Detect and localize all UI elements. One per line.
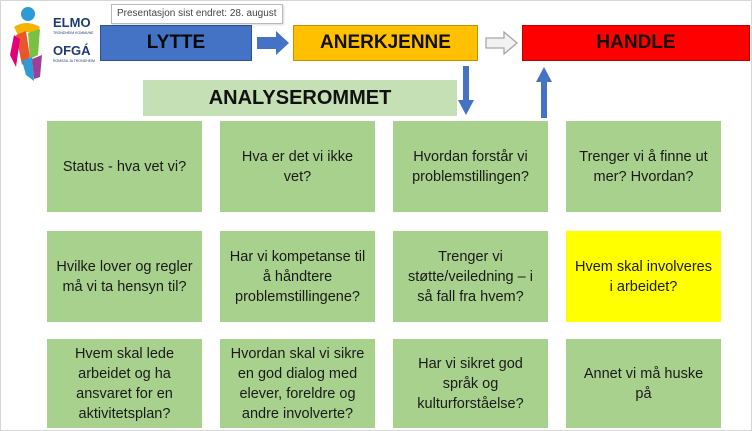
- card-unknown: Hva er det vi ikke vet?: [220, 121, 375, 212]
- card-support: Trenger vi støtte/veiledning – i så fall fra hvem?: [393, 231, 548, 322]
- last-modified-tooltip: Presentasjon sist endret: 28. august: [111, 4, 283, 24]
- card-understanding: Hvordan forstår vi problemstillingen?: [393, 121, 548, 212]
- card-laws: Hvilke lover og regler må vi ta hensyn til?: [47, 231, 202, 322]
- arrow-down-icon: [458, 66, 474, 115]
- logo-name-top: ELMO: [53, 15, 91, 30]
- card-find-out-more: Trenger vi å finne ut mer? Hvordan?: [566, 121, 721, 212]
- card-involve: Hvem skal involveres i arbeidet?: [566, 231, 721, 322]
- logo-sub-bottom: ROMSSA JA TRONDHEIM: [53, 59, 95, 63]
- card-language: Har vi sikret god språk og kulturforståelse?: [393, 339, 548, 428]
- card-competence: Har vi kompetanse til å håndtere problemstillingene?: [220, 231, 375, 322]
- card-other: Annet vi må huske på: [566, 339, 721, 428]
- step-lytte[interactable]: LYTTE: [100, 25, 252, 61]
- logo-sub-top: TRONDHEIM KOMMUNE: [53, 31, 94, 35]
- arrow-right-outline-icon: [486, 32, 517, 54]
- arrow-right-blue-icon: [257, 31, 289, 55]
- card-dialog: Hvordan skal vi sikre en god dialog med elever, foreldre og andre involverte?: [220, 339, 375, 428]
- card-status: Status - hva vet vi?: [47, 121, 202, 212]
- step-handle[interactable]: HANDLE: [522, 25, 750, 61]
- card-lead: Hvem skal lede arbeidet og ha ansvaret for en aktivitetsplan?: [47, 339, 202, 428]
- step-anerkjenne[interactable]: ANERKJENNE: [293, 25, 478, 61]
- arrow-up-icon: [536, 67, 552, 118]
- logo-name-bottom: OFGÁ: [53, 43, 91, 58]
- analyserommet-banner: ANALYSEROMMET: [143, 80, 457, 116]
